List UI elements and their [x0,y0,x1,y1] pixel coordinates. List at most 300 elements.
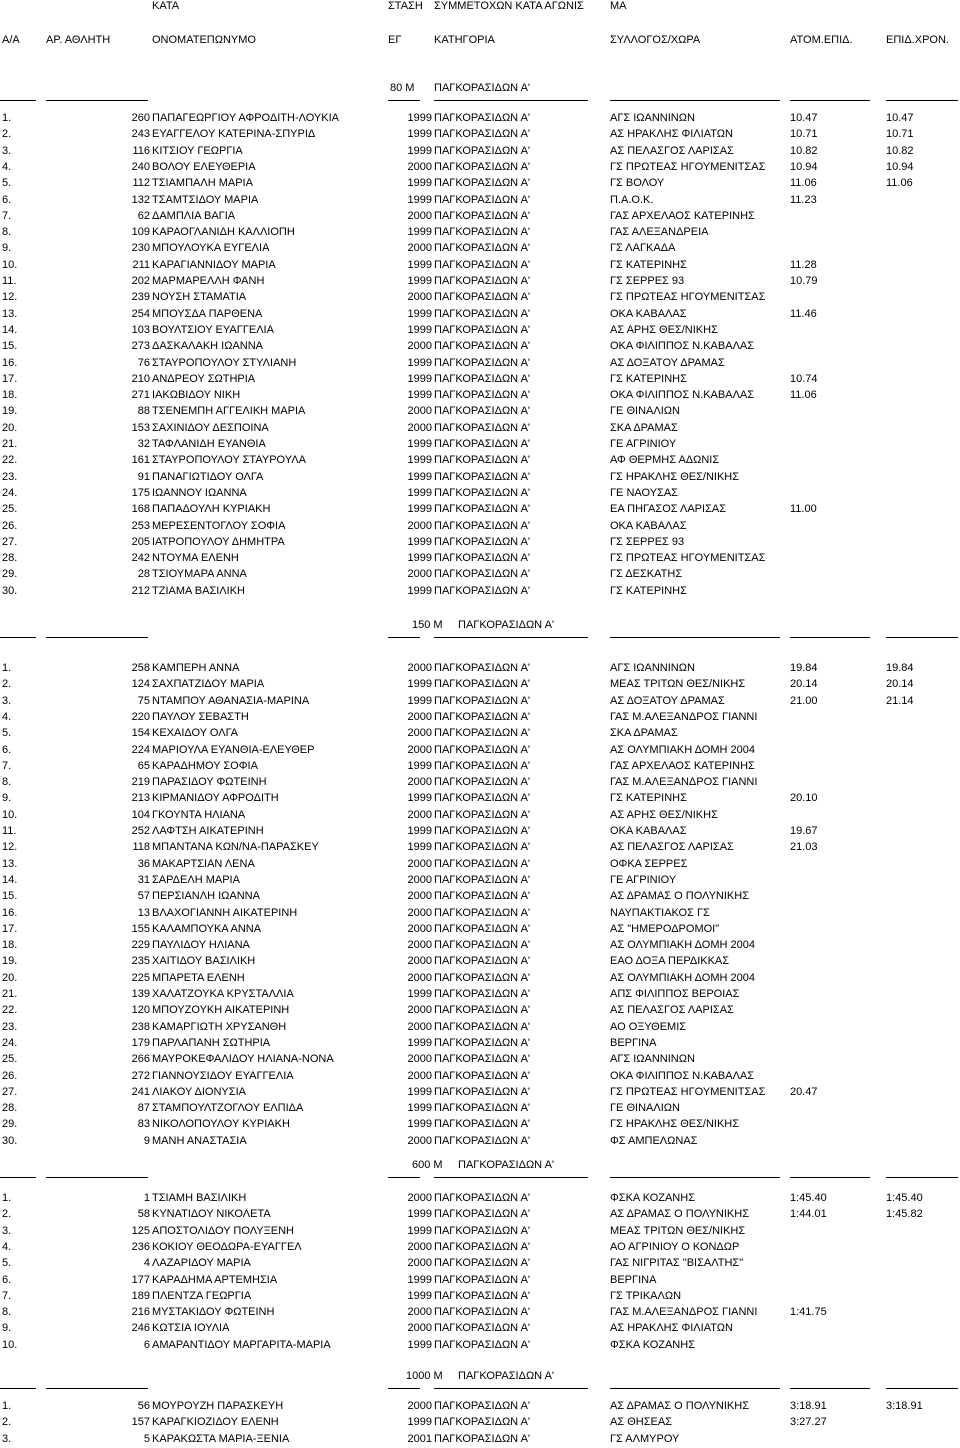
cell-category: ΠΑΓΚΟΡΑΣΙΔΩΝ Α' [434,307,531,320]
cell-athlete-name: ΚΑΛΑΜΠΟΥΚΑ ΑΝΝΑ [152,922,262,935]
cell-club: ΓΑΣ ΝΙΓΡΙΤΑΣ "ΒΙΣΑΛΤΗΣ" [610,1257,744,1270]
cell-personal-best: 10.74 [790,372,818,385]
cell-rank: 2. [2,128,12,141]
cell-athlete-name: ΤΣΙΑΜΗ ΒΑΣΙΛΙΚΗ [152,1192,247,1204]
cell-club: ΑΣ ΔΡΑΜΑΣ Ο ΠΟΛΥΝΙΚΗΣ [610,1208,750,1221]
cell-athlete-name: ΚΑΡΑΓΚΙΟΖΙΔΟΥ ΕΛΕΝΗ [152,1416,279,1429]
cell-athlete-number: 271 [131,389,150,402]
column-rule [886,1388,958,1389]
cell-athlete-number: 120 [131,1004,150,1017]
cell-athlete-name: ΣΑΡΔΕΛΗ ΜΑΡΙΑ [152,873,240,886]
cell-club: ΣΚΑ ΔΡΑΜΑΣ [610,727,678,740]
cell-athlete-number: 236 [131,1240,150,1253]
cell-season-best: 19.84 [886,662,914,674]
cell-category: ΠΑΓΚΟΡΑΣΙΔΩΝ Α' [434,727,531,740]
cell-birth-year: 1999 [407,503,432,516]
cell-athlete-name: ΜΠΟΥΣΔΑ ΠΑΡΘΕΝΑ [152,307,263,320]
cell-rank: 18. [2,939,18,952]
cell-club: ΑΣ ΗΡΑΚΛΗΣ ΦΙΛΙΑΤΩΝ [610,1322,733,1335]
cell-birth-year: 2000 [407,873,432,886]
cell-personal-best: 3:18.91 [790,1400,827,1412]
cell-birth-year: 1999 [407,323,432,336]
cell-birth-year: 1999 [407,389,432,402]
table-row [0,1272,960,1288]
cell-category: ΠΑΓΚΟΡΑΣΙΔΩΝ Α' [434,486,531,499]
cell-category: ΠΑΓΚΟΡΑΣΙΔΩΝ Α' [434,808,531,821]
cell-rank: 13. [2,307,18,320]
cell-club: ΓΣ ΚΑΤΕΡΙΝΗΣ [610,372,687,385]
cell-category: ΠΑΓΚΟΡΑΣΙΔΩΝ Α' [434,1289,531,1302]
cell-birth-year: 2000 [407,922,432,935]
table-row [0,839,960,855]
cell-rank: 22. [2,1004,18,1017]
cell-birth-year: 2000 [407,1240,432,1253]
cell-birth-year: 1999 [407,275,432,287]
cell-club: ΓΣ ΤΡΙΚΑΛΩΝ [610,1289,682,1302]
cell-rank: 22. [2,454,18,467]
cell-category: ΠΑΓΚΟΡΑΣΙΔΩΝ Α' [434,890,531,903]
cell-club: ΑΓΣ ΙΩΑΝΝΙΝΩΝ [610,662,695,674]
cell-personal-best: 20.10 [790,792,818,805]
cell-rank: 2. [2,1416,12,1429]
cell-category: ΠΑΓΚΟΡΑΣΙΔΩΝ Α' [434,1036,531,1049]
cell-personal-best: 19.84 [790,662,818,674]
col-header-athlete-number: ΑΡ. ΑΘΛΗΤΗ [46,34,111,46]
cell-birth-year: 2000 [407,1306,432,1319]
table-row [0,1051,960,1067]
cell-club: ΓΣ ΒΟΛΟΥ [610,177,665,190]
cell-category: ΠΑΓΚΟΡΑΣΙΔΩΝ Α' [434,922,531,935]
cell-category: ΠΑΓΚΟΡΑΣΙΔΩΝ Α' [434,340,531,353]
table-row [0,693,960,709]
cell-rank: 27. [2,535,18,548]
cell-club: ΓΕ ΑΓΡΙΝΙΟΥ [610,873,677,886]
cell-personal-best: 21.03 [790,841,818,854]
cell-category: ΠΑΓΚΟΡΑΣΙΔΩΝ Α' [434,323,531,336]
cell-athlete-number: 253 [131,519,150,532]
cell-birth-year: 1999 [407,535,432,548]
cell-birth-year: 2001 [407,1432,432,1445]
cell-club: ΒΕΡΓΙΝΑ [610,1273,657,1286]
cell-club: ΟΚΑ ΦΙΛΙΠΠΟΣ Ν.ΚΑΒΑΛΑΣ [610,340,755,353]
cell-category: ΠΑΓΚΟΡΑΣΙΔΩΝ Α' [434,438,531,450]
cell-club: ΟΚΑ ΚΑΒΑΛΑΣ [610,307,687,320]
cell-rank: 3. [2,694,12,707]
table-row [0,485,960,501]
cell-season-best: 1:45.40 [886,1192,923,1204]
cell-rank: 14. [2,873,18,886]
table-row [0,518,960,534]
cell-club: ΓΑΣ ΑΛΕΞΑΝΔΡΕΙΑ [610,226,709,239]
column-rule [434,637,588,638]
cell-athlete-name: ΙΑΤΡΟΠΟΥΛΟΥ ΔΗΜΗΤΡΑ [152,535,285,548]
event-name: 1000 Μ [406,1370,443,1382]
cell-season-best: 11.06 [886,177,913,190]
cell-season-best: 10.82 [886,144,914,157]
cell-athlete-name: ΔΑΜΠΛΙΑ ΒΑΓΙΑ [152,209,236,222]
cell-athlete-number: 272 [131,1069,150,1082]
cell-category: ΠΑΓΚΟΡΑΣΙΔΩΝ Α' [434,226,531,239]
cell-rank: 19. [2,955,18,968]
cell-birth-year: 1999 [407,1036,432,1049]
cell-athlete-name: ΝΤΑΜΠΟΥ ΑΘΑΝΑΣΙΑ-ΜΑΡΙΝΑ [152,694,310,707]
cell-rank: 7. [2,1289,12,1302]
cell-category: ΠΑΓΚΟΡΑΣΙΔΩΝ Α' [434,405,531,418]
cell-athlete-name: ΚΑΡΑΚΩΣΤΑ ΜΑΡΙΑ-ΞΕΝΙΑ [152,1432,290,1445]
cell-birth-year: 2000 [407,727,432,740]
cell-club: ΑΣ ΟΛΥΜΠΙΑΚΗ ΔΟΜΗ 2004 [610,939,755,952]
cell-rank: 24. [2,1036,18,1049]
table-row [0,534,960,550]
cell-birth-year: 2000 [407,1257,432,1270]
cell-rank: 17. [2,372,18,385]
cell-club: ΑΣ ΗΡΑΚΛΗΣ ΦΙΛΙΑΤΩΝ [610,128,733,141]
table-row [0,1255,960,1271]
cell-athlete-number: 1 [143,1192,150,1204]
cell-club: ΜΕΑΣ ΤΡΙΤΩΝ ΘΕΣ/ΝΙΚΗΣ [610,678,746,691]
cell-athlete-name: ΧΑΙΤΙΔΟΥ ΒΑΣΙΛΙΚΗ [152,955,256,968]
cell-athlete-number: 36 [137,857,150,870]
cell-athlete-number: 242 [131,552,150,565]
cell-category: ΠΑΓΚΟΡΑΣΙΔΩΝ Α' [434,1432,531,1445]
cell-birth-year: 1999 [407,694,432,707]
column-rule [388,637,420,638]
event-heading [0,617,960,633]
cell-rank: 3. [2,1224,12,1237]
cell-athlete-name: ΤΣΙΑΜΠΑΛΗ ΜΑΡΙΑ [152,177,253,190]
table-row [0,1414,960,1430]
cell-personal-best: 1:45.40 [790,1192,827,1204]
table-row [0,1116,960,1132]
cell-rank: 3. [2,1432,12,1445]
cell-athlete-name: ΒΛΑΧΟΓΙΑΝΝΗ ΑΙΚΑΤΕΡΙΝΗ [152,906,298,919]
cell-category: ΠΑΓΚΟΡΑΣΙΔΩΝ Α' [434,568,531,581]
table-row [0,937,960,953]
event-heading [0,1157,960,1173]
cell-athlete-name: ΠΕΡΣΙΑΝΛΗ ΙΩΑΝΝΑ [152,890,260,903]
cell-athlete-name: ΓΙΑΝΝΟΥΣΙΔΟΥ ΕΥΑΓΓΕΛΙΑ [152,1069,294,1082]
cell-club: ΑΣ ΠΕΛΑΣΓΟΣ ΛΑΡΙΣΑΣ [610,841,734,854]
event-category: ΠΑΓΚΟΡΑΣΙΔΩΝ Α' [458,1159,555,1171]
column-rule [388,100,420,101]
cell-category: ΠΑΓΚΟΡΑΣΙΔΩΝ Α' [434,1306,531,1319]
cell-athlete-name: ΠΑΝΑΓΙΩΤΙΔΟΥ ΟΛΓΑ [152,470,264,483]
cell-athlete-number: 104 [131,808,150,821]
cell-category: ΠΑΓΚΟΡΑΣΙΔΩΝ Α' [434,1020,531,1033]
cell-category: ΠΑΓΚΟΡΑΣΙΔΩΝ Α' [434,906,531,919]
cell-athlete-name: ΑΜΑΡΑΝΤΙΔΟΥ ΜΑΡΓΑΡΙΤΑ-ΜΑΡΙΑ [152,1338,331,1351]
cell-club: ΟΚΑ ΦΙΛΙΠΠΟΣ Ν.ΚΑΒΑΛΑΣ [610,389,755,402]
title-part-2: ΣΤΑΣΗ [388,0,423,12]
cell-athlete-number: 139 [131,988,150,1000]
table-row [0,403,960,419]
cell-athlete-number: 229 [131,939,150,952]
cell-rank: 7. [2,209,12,222]
table-row [0,774,960,790]
table-row [0,110,960,126]
cell-category: ΠΑΓΚΟΡΑΣΙΔΩΝ Α' [434,389,531,402]
cell-category: ΠΑΓΚΟΡΑΣΙΔΩΝ Α' [434,454,531,467]
cell-birth-year: 1999 [407,825,432,837]
cell-athlete-number: 235 [131,955,150,968]
table-row [0,970,960,986]
cell-category: ΠΑΓΚΟΡΑΣΙΔΩΝ Α' [434,955,531,968]
cell-rank: 7. [2,759,12,772]
cell-athlete-number: 62 [137,209,150,222]
table-row [0,872,960,888]
cell-athlete-number: 58 [137,1208,150,1221]
cell-club: ΦΣΚΑ ΚΟΖΑΝΗΣ [610,1338,695,1351]
table-row [0,143,960,159]
cell-birth-year: 2000 [407,857,432,870]
table-row [0,387,960,403]
cell-rank: 20. [2,421,18,434]
cell-birth-year: 2000 [407,1322,432,1335]
cell-club: ΑΣ ΔΡΑΜΑΣ Ο ΠΟΛΥΝΙΚΗΣ [610,1400,750,1412]
cell-athlete-number: 56 [137,1400,150,1412]
cell-club: ΓΣ ΗΡΑΚΛΗΣ ΘΕΣ/ΝΙΚΗΣ [610,1118,740,1131]
cell-personal-best: 19.67 [790,825,818,837]
cell-club: ΑΟ ΑΓΡΙΝΙΟΥ Ο ΚΟΝΔΩΡ [610,1240,740,1253]
cell-birth-year: 1999 [407,144,432,157]
cell-athlete-name: ΓΚΟΥΝΤΑ ΗΛΙΑΝΑ [152,808,246,821]
cell-athlete-number: 157 [131,1416,150,1429]
cell-birth-year: 1999 [407,307,432,320]
cell-club: ΓΑΣ Μ.ΑΛΕΞΑΝΔΡΟΣ ΓΙΑΝΝΙ [610,776,758,789]
cell-birth-year: 1999 [407,438,432,450]
cell-birth-year: 1999 [407,1085,432,1098]
col-header-aa: Α/Α [2,34,20,46]
cell-athlete-number: 6 [143,1338,150,1351]
cell-athlete-number: 155 [131,922,150,935]
table-row [0,1337,960,1353]
cell-rank: 8. [2,776,12,789]
table-row [0,306,960,322]
cell-birth-year: 2000 [407,662,432,674]
cell-birth-year: 2000 [407,710,432,723]
cell-athlete-name: ΠΑΡΛΑΠΑΝΗ ΣΩΤΗΡΙΑ [152,1036,271,1049]
column-rule [790,100,870,101]
title-row [0,0,960,14]
cell-category: ΠΑΓΚΟΡΑΣΙΔΩΝ Α' [434,1400,531,1412]
cell-club: ΑΣ ΑΡΗΣ ΘΕΣ/ΝΙΚΗΣ [610,808,718,821]
cell-rank: 9. [2,242,12,255]
cell-rank: 5. [2,177,12,190]
cell-rank: 1. [2,1192,12,1204]
cell-birth-year: 2000 [407,1134,432,1147]
cell-club: ΓΣ ΣΕΡΡΕΣ 93 [610,535,685,548]
cell-rank: 18. [2,389,18,402]
table-row [0,1398,960,1414]
cell-athlete-number: 9 [143,1134,150,1147]
cell-athlete-number: 240 [131,160,150,173]
cell-category: ΠΑΓΚΟΡΑΣΙΔΩΝ Α' [434,372,531,385]
cell-athlete-number: 211 [132,258,150,271]
table-row [0,1019,960,1035]
cell-category: ΠΑΓΚΟΡΑΣΙΔΩΝ Α' [434,1257,531,1270]
cell-season-best: 10.71 [886,128,914,141]
cell-athlete-number: 224 [131,743,150,756]
event-category: ΠΑΓΚΟΡΑΣΙΔΩΝ Α' [458,1370,555,1382]
cell-birth-year: 2000 [407,1192,432,1204]
cell-club: ΓΑΣ ΑΡΧΕΛΑΟΣ ΚΑΤΕΡΙΝΗΣ [610,209,755,222]
cell-category: ΠΑΓΚΟΡΑΣΙΔΩΝ Α' [434,1322,531,1335]
cell-category: ΠΑΓΚΟΡΑΣΙΔΩΝ Α' [434,743,531,756]
cell-rank: 8. [2,1306,12,1319]
column-rule [46,1177,148,1178]
cell-rank: 27. [2,1085,18,1098]
cell-club: ΑΣ ΔΡΑΜΑΣ Ο ΠΟΛΥΝΙΚΗΣ [610,890,750,903]
table-row [0,676,960,692]
cell-club: ΑΦ ΘΕΡΜΗΣ ΑΔΩΝΙΣ [610,454,720,467]
cell-rank: 30. [2,1134,18,1147]
cell-birth-year: 1999 [407,792,432,805]
cell-athlete-name: ΣΤΑΜΠΟΥΛΤΖΟΓΛΟΥ ΕΛΠΙΔΑ [152,1102,304,1115]
cell-category: ΠΑΓΚΟΡΑΣΙΔΩΝ Α' [434,988,531,1000]
cell-club: ΕΑΟ ΔΟΞΑ ΠΕΡΔΙΚΚΑΣ [610,955,730,968]
cell-athlete-name: ΕΥΑΓΓΕΛΟΥ ΚΑΤΕΡΙΝΑ-ΣΠΥΡΙΔ [152,128,316,141]
col-header-category: ΚΑΤΗΓΟΡΙΑ [434,34,495,46]
cell-rank: 25. [2,1053,18,1066]
event-name: 80 Μ [390,82,415,94]
cell-birth-year: 1999 [407,356,432,369]
table-row [0,725,960,741]
cell-club: ΓΣ ΠΡΩΤΕΑΣ ΗΓΟΥΜΕΝΙΤΣΑΣ [610,1085,766,1098]
cell-rank: 6. [2,743,12,756]
cell-athlete-number: 112 [132,177,150,190]
table-row [0,452,960,468]
cell-rank: 6. [2,193,12,206]
cell-rank: 28. [2,552,18,565]
cell-athlete-number: 88 [137,405,150,418]
cell-athlete-name: ΚΑΡΑΔΗΜΑ ΑΡΤΕΜΗΣΙΑ [152,1273,278,1286]
cell-athlete-number: 124 [131,678,150,691]
cell-athlete-name: ΙΩΑΝΝΟΥ ΙΩΑΝΝΑ [152,486,247,499]
cell-club: ΟΦΚΑ ΣΕΡΡΕΣ [610,857,688,870]
cell-personal-best: 3:27.27 [790,1416,827,1429]
cell-athlete-name: ΣΑΧΙΝΙΔΟΥ ΔΕΣΠΟΙΝΑ [152,421,269,434]
cell-birth-year: 2000 [407,1069,432,1082]
cell-club: ΑΠΣ ΦΙΛΙΠΠΟΣ ΒΕΡΟΙΑΣ [610,988,740,1000]
cell-club: ΓΣ ΔΕΣΚΑΤΗΣ [610,568,683,581]
cell-club: ΓΑΣ Μ.ΑΛΕΞΑΝΔΡΟΣ ΓΙΑΝΝΙ [610,1306,758,1319]
cell-birth-year: 2000 [407,519,432,532]
cell-rank: 9. [2,792,12,805]
column-rule [610,1388,780,1389]
cell-rank: 26. [2,1069,18,1082]
cell-birth-year: 2000 [407,776,432,789]
cell-athlete-name: ΒΟΥΛΤΣΙΟΥ ΕΥΑΓΓΕΛΙΑ [152,323,274,336]
table-row [0,501,960,517]
event-heading [0,1368,960,1384]
cell-club: ΓΕ ΘΙΝΑΛΙΩΝ [610,405,680,418]
column-rule [610,100,780,101]
cell-category: ΠΑΓΚΟΡΑΣΙΔΩΝ Α' [434,356,531,369]
cell-club: ΑΣ ΔΟΞΑΤΟΥ ΔΡΑΜΑΣ [610,694,725,707]
cell-personal-best: 1:41.75 [790,1306,827,1319]
cell-club: ΟΚΑ ΦΙΛΙΠΠΟΣ Ν.ΚΑΒΑΛΑΣ [610,1069,755,1082]
cell-category: ΠΑΓΚΟΡΑΣΙΔΩΝ Α' [434,1224,531,1237]
cell-athlete-number: 177 [131,1273,150,1286]
cell-category: ΠΑΓΚΟΡΑΣΙΔΩΝ Α' [434,584,531,597]
cell-athlete-name: ΛΑΦΤΣΗ ΑΙΚΑΤΕΡΙΝΗ [152,825,264,837]
cell-athlete-number: 260 [131,112,150,124]
cell-rank: 11. [2,825,17,837]
cell-birth-year: 2000 [407,340,432,353]
table-row [0,823,960,839]
cell-rank: 13. [2,857,18,870]
cell-category: ΠΑΓΚΟΡΑΣΙΔΩΝ Α' [434,177,531,190]
column-rule [790,1388,870,1389]
cell-personal-best: 1:44.01 [790,1208,827,1221]
cell-category: ΠΑΓΚΟΡΑΣΙΔΩΝ Α' [434,1004,531,1017]
cell-birth-year: 1999 [407,1289,432,1302]
cell-birth-year: 2000 [407,1020,432,1033]
cell-athlete-name: ΠΑΥΛΟΥ ΣΕΒΑΣΤΗ [152,710,249,723]
cell-rank: 2. [2,678,12,691]
cell-rank: 15. [2,890,18,903]
table-row [0,986,960,1002]
cell-birth-year: 2000 [407,405,432,418]
cell-athlete-number: 273 [131,340,150,353]
cell-birth-year: 2000 [407,1004,432,1017]
table-row [0,273,960,289]
cell-athlete-number: 210 [131,372,150,385]
cell-club: ΓΣ ΛΑΓΚΑΔΑ [610,242,676,255]
cell-club: ΓΕ ΘΙΝΑΛΙΩΝ [610,1102,680,1115]
table-row [0,159,960,175]
cell-athlete-name: ΜΥΣΤΑΚΙΔΟΥ ΦΩΤΕΙΝΗ [152,1306,275,1319]
cell-category: ΠΑΓΚΟΡΑΣΙΔΩΝ Α' [434,971,531,984]
cell-birth-year: 1999 [407,258,432,271]
table-row [0,469,960,485]
cell-category: ΠΑΓΚΟΡΑΣΙΔΩΝ Α' [434,1102,531,1115]
cell-birth-year: 2000 [407,939,432,952]
table-row [0,709,960,725]
cell-club: ΓΣ ΠΡΩΤΕΑΣ ΗΓΟΥΜΕΝΙΤΣΑΣ [610,160,766,173]
cell-birth-year: 1999 [407,1102,432,1115]
cell-rank: 8. [2,226,12,239]
table-row [0,420,960,436]
cell-athlete-number: 230 [131,242,150,255]
column-rule [790,1177,870,1178]
cell-category: ΠΑΓΚΟΡΑΣΙΔΩΝ Α' [434,1134,531,1147]
table-row [0,856,960,872]
cell-athlete-name: ΜΑΥΡΟΚΕΦΑΛΙΔΟΥ ΗΛΙΑΝΑ-ΝΟΝΑ [152,1053,334,1066]
cell-birth-year: 2000 [407,568,432,581]
cell-club: ΓΣ ΚΑΤΕΡΙΝΗΣ [610,258,687,271]
cell-athlete-number: 153 [131,421,150,434]
cell-athlete-name: ΒΟΛΟΥ ΕΛΕΥΘΕΡΙΑ [152,160,256,173]
cell-athlete-number: 161 [131,454,150,467]
table-row [0,1431,960,1447]
cell-personal-best: 10.82 [790,144,818,157]
cell-athlete-number: 219 [131,776,150,789]
table-row [0,583,960,599]
cell-category: ΠΑΓΚΟΡΑΣΙΔΩΝ Α' [434,209,531,222]
cell-club: ΓΣ ΚΑΤΕΡΙΝΗΣ [610,792,687,805]
table-row [0,1133,960,1149]
cell-birth-year: 1999 [407,193,432,206]
cell-rank: 10. [2,1338,18,1351]
cell-club: ΑΣ ΑΡΗΣ ΘΕΣ/ΝΙΚΗΣ [610,323,718,336]
cell-athlete-number: 216 [131,1306,150,1319]
cell-athlete-name: ΣΑΧΠΑΤΖΙΔΟΥ ΜΑΡΙΑ [152,678,265,691]
cell-athlete-name: ΑΠΟΣΤΟΛΙΔΟΥ ΠΟΛΥΞΕΝΗ [152,1224,294,1237]
table-row [0,921,960,937]
cell-athlete-name: ΜΑΡΙΟΥΛΑ ΕΥΑΝΘΙΑ-ΕΛΕΥΘΕΡ [152,743,315,756]
cell-athlete-number: 205 [131,535,150,548]
